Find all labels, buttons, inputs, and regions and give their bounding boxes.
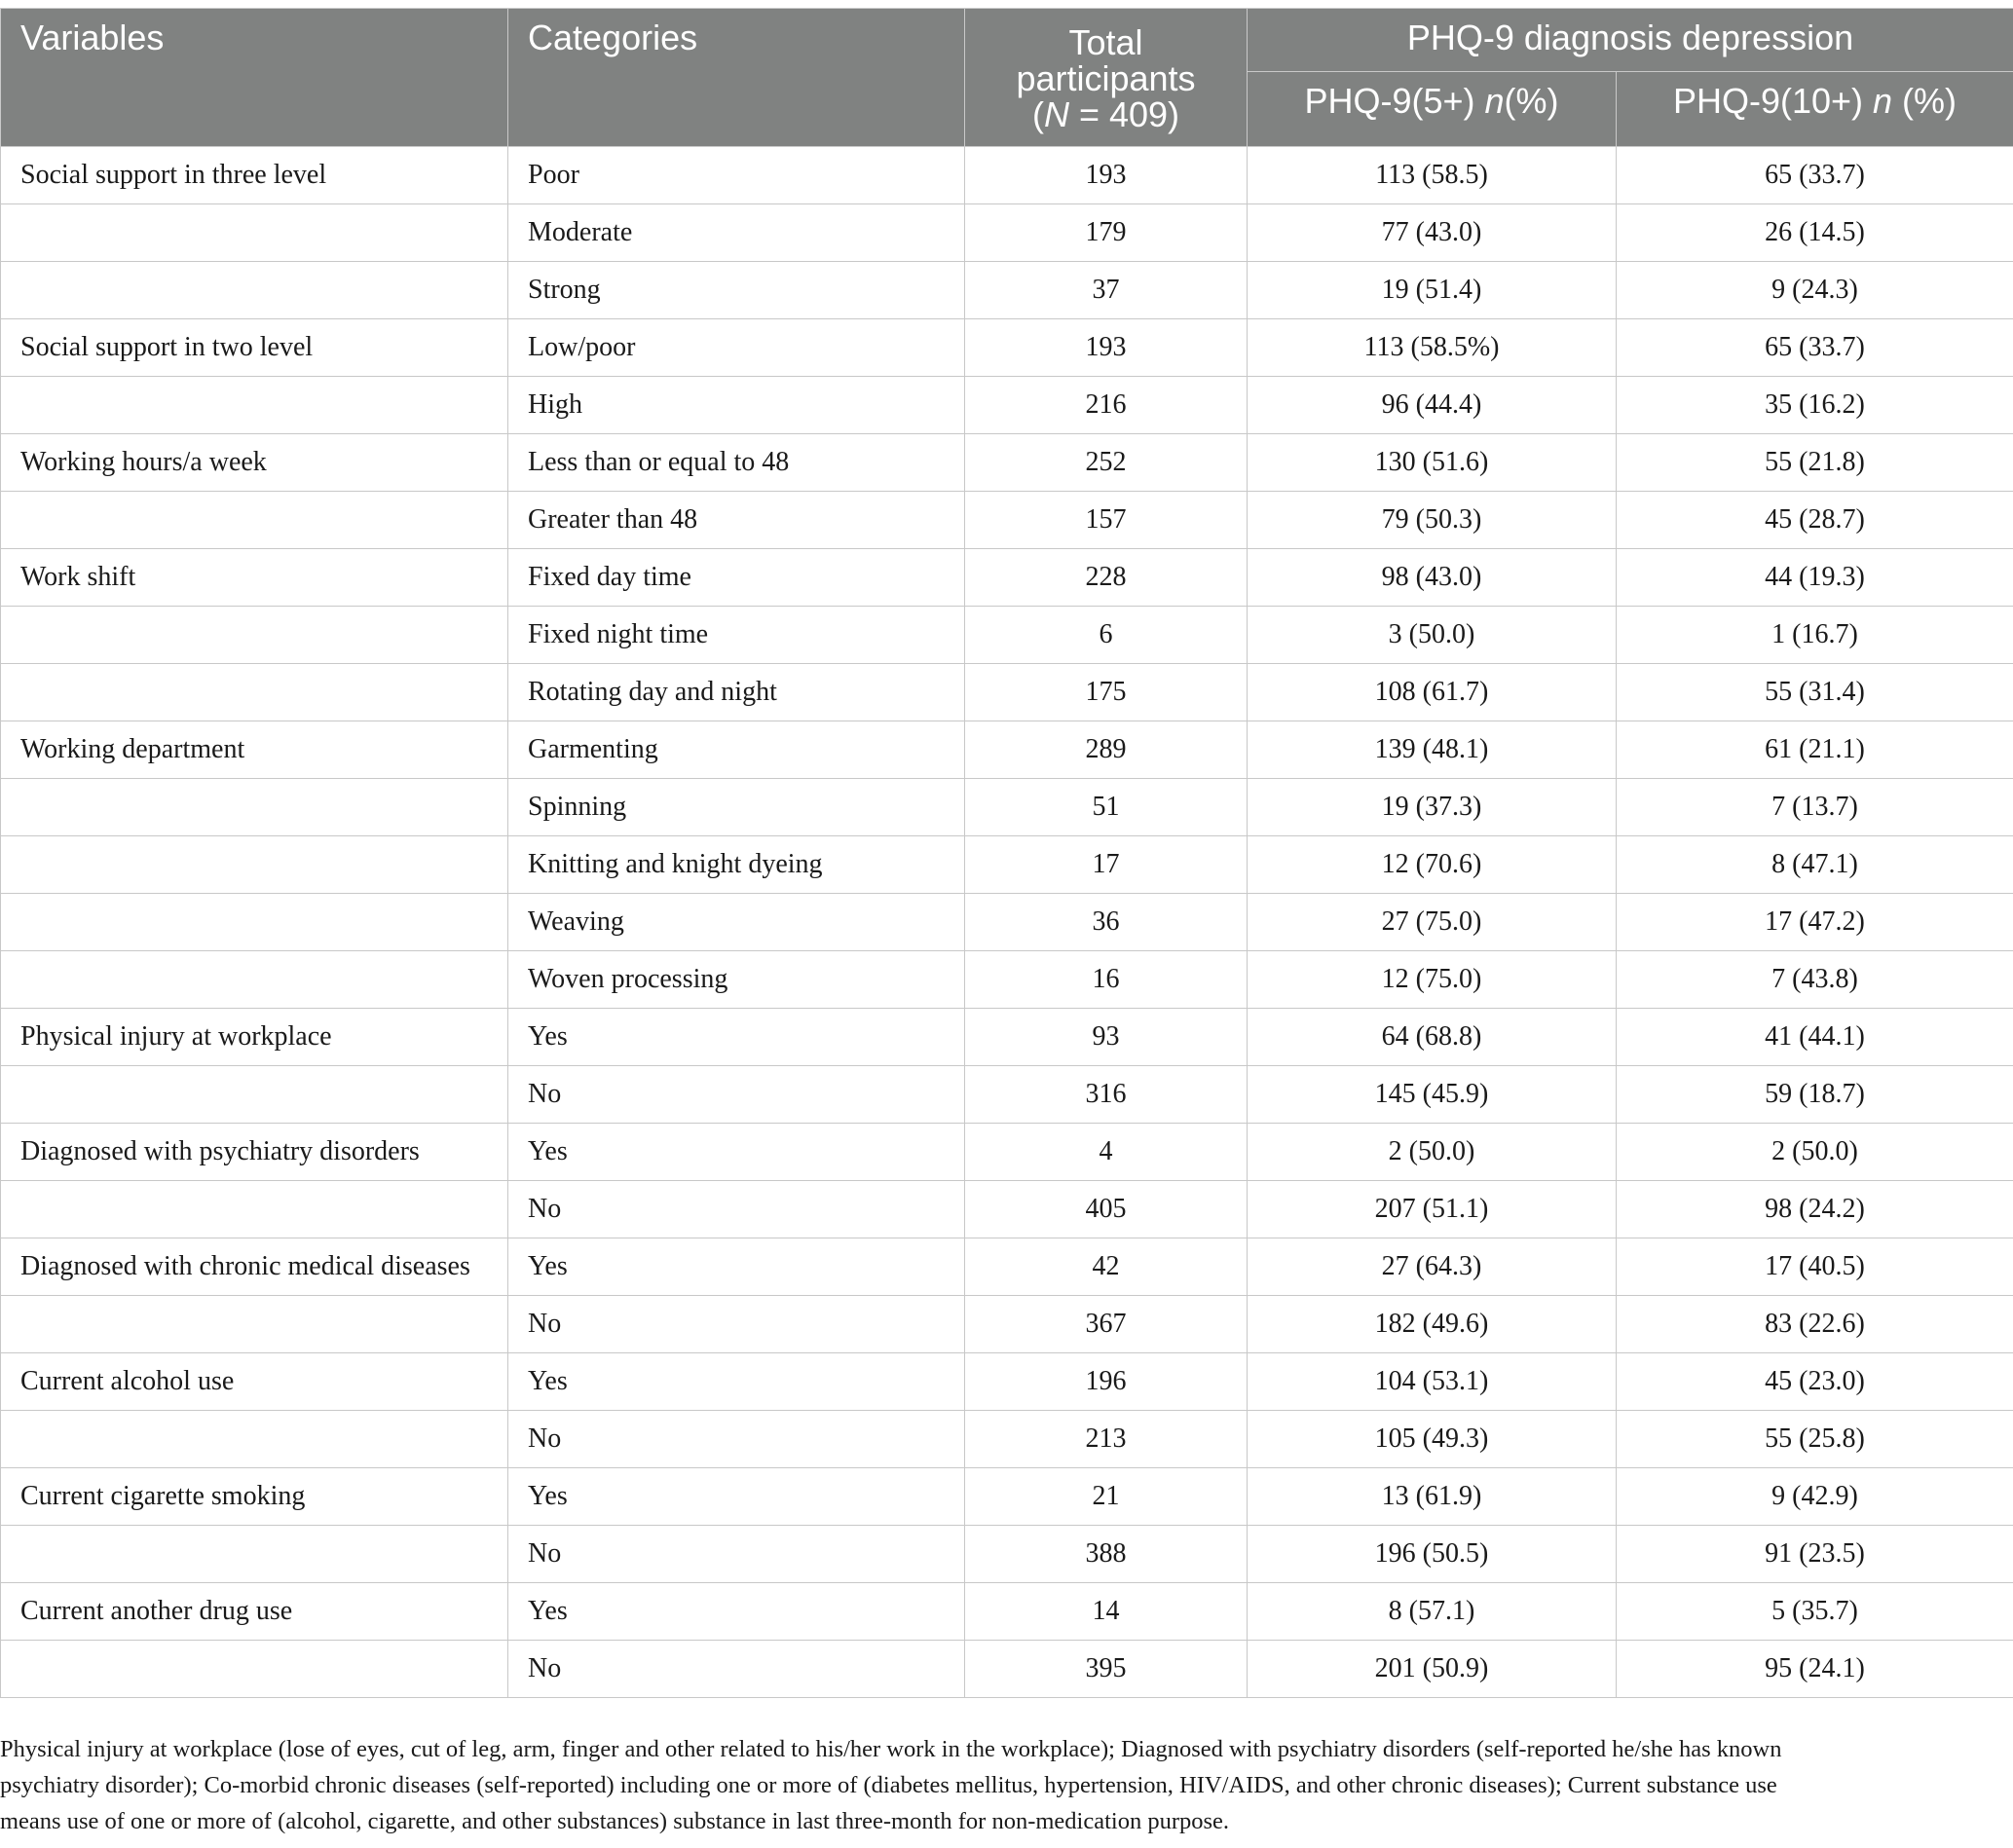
cell-total: 395: [965, 1641, 1248, 1698]
cell-category: Strong: [508, 262, 965, 319]
footnote-line-2: psychiatry disorder); Co-morbid chronic diseases (self-reported) including one or more of (diabetes mellitus, hypertension, HIV/AIDS, and other chronic diseases); Current substance use: [0, 1772, 1777, 1798]
cell-variable: Social support in three level: [1, 147, 508, 204]
cell-category: Fixed night time: [508, 607, 965, 664]
cell-total: 42: [965, 1238, 1248, 1296]
header-phq10-n-symbol: n: [1873, 81, 1893, 121]
cell-variable: [1, 894, 508, 951]
cell-category: Fixed day time: [508, 549, 965, 607]
cell-phq9-5plus: 8 (57.1): [1248, 1583, 1617, 1641]
cell-phq9-5plus: 13 (61.9): [1248, 1468, 1617, 1526]
cell-total: 37: [965, 262, 1248, 319]
cell-category: Knitting and knight dyeing: [508, 836, 965, 894]
cell-phq9-5plus: 201 (50.9): [1248, 1641, 1617, 1698]
cell-category: Poor: [508, 147, 965, 204]
cell-category: No: [508, 1526, 965, 1583]
cell-category: No: [508, 1411, 965, 1468]
header-phq5-prefix: PHQ-9(5+): [1304, 81, 1485, 121]
cell-phq9-10plus: 45 (23.0): [1617, 1353, 2013, 1411]
header-phq5-n-symbol: n: [1484, 81, 1505, 121]
table-row: [1, 1066, 2013, 1124]
table-row: [1, 262, 2013, 319]
cell-phq9-10plus: 7 (43.8): [1617, 951, 2013, 1009]
cell-phq9-10plus: 65 (33.7): [1617, 319, 2013, 377]
cell-phq9-5plus: 2 (50.0): [1248, 1124, 1617, 1181]
cell-category: Yes: [508, 1009, 965, 1066]
cell-phq9-10plus: 41 (44.1): [1617, 1009, 2013, 1066]
cell-phq9-10plus: 61 (21.1): [1617, 721, 2013, 779]
table-row: [1, 607, 2013, 664]
cell-phq9-5plus: 3 (50.0): [1248, 607, 1617, 664]
cell-category: Garmenting: [508, 721, 965, 779]
cell-phq9-10plus: 9 (42.9): [1617, 1468, 2013, 1526]
cell-variable: [1, 664, 508, 721]
header-total-line2: participants: [1016, 58, 1196, 98]
table-row: [1, 1353, 2013, 1411]
cell-category: Spinning: [508, 779, 965, 836]
table-row: [1, 1411, 2013, 1468]
header-variables: Variables: [1, 9, 508, 147]
cell-phq9-5plus: 130 (51.6): [1248, 434, 1617, 492]
cell-variable: [1, 1641, 508, 1698]
cell-category: No: [508, 1296, 965, 1353]
cell-variable: Current alcohol use: [1, 1353, 508, 1411]
cell-category: No: [508, 1181, 965, 1238]
cell-phq9-10plus: 7 (13.7): [1617, 779, 2013, 836]
cell-category: Low/poor: [508, 319, 965, 377]
cell-phq9-10plus: 95 (24.1): [1617, 1641, 2013, 1698]
cell-total: 157: [965, 492, 1248, 549]
cell-variable: [1, 377, 508, 434]
cell-category: Woven processing: [508, 951, 965, 1009]
cell-phq9-10plus: 17 (47.2): [1617, 894, 2013, 951]
cell-phq9-5plus: 98 (43.0): [1248, 549, 1617, 607]
table-row: [1, 1583, 2013, 1641]
cell-phq9-5plus: 27 (75.0): [1248, 894, 1617, 951]
cell-phq9-5plus: 113 (58.5%): [1248, 319, 1617, 377]
cell-phq9-10plus: 26 (14.5): [1617, 204, 2013, 262]
header-total-participants: [965, 9, 1248, 147]
cell-total: 17: [965, 836, 1248, 894]
cell-total: 405: [965, 1181, 1248, 1238]
cell-phq9-10plus: 59 (18.7): [1617, 1066, 2013, 1124]
cell-variable: [1, 262, 508, 319]
cell-category: Yes: [508, 1353, 965, 1411]
cell-phq9-10plus: 55 (31.4): [1617, 664, 2013, 721]
cell-phq9-10plus: 55 (21.8): [1617, 434, 2013, 492]
table-row: [1, 836, 2013, 894]
cell-phq9-5plus: 77 (43.0): [1248, 204, 1617, 262]
cell-phq9-5plus: 139 (48.1): [1248, 721, 1617, 779]
cell-total: 4: [965, 1124, 1248, 1181]
cell-variable: Current another drug use: [1, 1583, 508, 1641]
cell-total: 228: [965, 549, 1248, 607]
cell-total: 289: [965, 721, 1248, 779]
header-categories: Categories: [508, 9, 965, 147]
cell-category: Yes: [508, 1238, 965, 1296]
cell-total: 367: [965, 1296, 1248, 1353]
cell-category: Yes: [508, 1468, 965, 1526]
cell-variable: [1, 1181, 508, 1238]
cell-variable: Physical injury at workplace: [1, 1009, 508, 1066]
table-row: [1, 779, 2013, 836]
table-row: [1, 319, 2013, 377]
cell-phq9-5plus: 105 (49.3): [1248, 1411, 1617, 1468]
cell-variable: [1, 1526, 508, 1583]
table-row: [1, 1296, 2013, 1353]
cell-category: Yes: [508, 1583, 965, 1641]
cell-phq9-5plus: 145 (45.9): [1248, 1066, 1617, 1124]
cell-phq9-10plus: 83 (22.6): [1617, 1296, 2013, 1353]
table-row: [1, 1468, 2013, 1526]
table-footnote: [0, 1731, 2006, 1839]
cell-variable: [1, 607, 508, 664]
table-row: [1, 147, 2013, 204]
footnote-line-3: means use of one or more of (alcohol, cigarette, and other substances) substance in last three-month for non-medication purpose.: [0, 1808, 1230, 1834]
cell-phq9-10plus: 9 (24.3): [1617, 262, 2013, 319]
cell-variable: Current cigarette smoking: [1, 1468, 508, 1526]
table-row: [1, 894, 2013, 951]
table-row: [1, 377, 2013, 434]
cell-phq9-10plus: 1 (16.7): [1617, 607, 2013, 664]
cell-total: 93: [965, 1009, 1248, 1066]
cell-category: Less than or equal to 48: [508, 434, 965, 492]
header-total-n-symbol: N: [1043, 94, 1069, 134]
cell-total: 14: [965, 1583, 1248, 1641]
cell-category: Moderate: [508, 204, 965, 262]
table-row: [1, 664, 2013, 721]
cell-variable: Social support in two level: [1, 319, 508, 377]
cell-category: Yes: [508, 1124, 965, 1181]
cell-phq9-5plus: 27 (64.3): [1248, 1238, 1617, 1296]
cell-phq9-5plus: 113 (58.5): [1248, 147, 1617, 204]
cell-phq9-10plus: 17 (40.5): [1617, 1238, 2013, 1296]
table-row: [1, 204, 2013, 262]
cell-phq9-10plus: 44 (19.3): [1617, 549, 2013, 607]
cell-phq9-10plus: 35 (16.2): [1617, 377, 2013, 434]
header-total-line1: Total: [1068, 22, 1143, 62]
cell-variable: Working department: [1, 721, 508, 779]
header-phq10-suffix: (%): [1892, 81, 1957, 121]
cell-total: 51: [965, 779, 1248, 836]
cell-phq9-5plus: 108 (61.7): [1248, 664, 1617, 721]
cell-phq9-5plus: 207 (51.1): [1248, 1181, 1617, 1238]
cell-variable: [1, 779, 508, 836]
table-row: [1, 1124, 2013, 1181]
footnote-line-1: Physical injury at workplace (lose of eyes, cut of leg, arm, finger and other related to his/her work in the workplace); Diagnosed with psychiatry disorders (self-reported he/she has known: [0, 1736, 1782, 1762]
cell-category: Greater than 48: [508, 492, 965, 549]
table-row: [1, 1238, 2013, 1296]
cell-variable: [1, 492, 508, 549]
cell-phq9-5plus: 182 (49.6): [1248, 1296, 1617, 1353]
header-phq9-10plus: [1617, 72, 2013, 147]
cell-phq9-5plus: 64 (68.8): [1248, 1009, 1617, 1066]
table-row: [1, 549, 2013, 607]
cell-category: No: [508, 1641, 965, 1698]
cell-phq9-5plus: 104 (53.1): [1248, 1353, 1617, 1411]
cell-phq9-5plus: 79 (50.3): [1248, 492, 1617, 549]
header-total-line3-prefix: (: [1031, 94, 1044, 134]
header-phq9-group: PHQ-9 diagnosis depression: [1248, 9, 2013, 72]
cell-total: 388: [965, 1526, 1248, 1583]
table-row: [1, 1641, 2013, 1698]
cell-total: 36: [965, 894, 1248, 951]
cell-phq9-5plus: 12 (70.6): [1248, 836, 1617, 894]
cell-variable: [1, 1411, 508, 1468]
cell-phq9-10plus: 91 (23.5): [1617, 1526, 2013, 1583]
cell-phq9-10plus: 98 (24.2): [1617, 1181, 2013, 1238]
cell-total: 16: [965, 951, 1248, 1009]
cell-phq9-10plus: 8 (47.1): [1617, 836, 2013, 894]
data-table: [0, 8, 2013, 1698]
cell-variable: Diagnosed with chronic medical diseases: [1, 1238, 508, 1296]
table-row: [1, 1009, 2013, 1066]
cell-variable: [1, 836, 508, 894]
cell-phq9-5plus: 19 (37.3): [1248, 779, 1617, 836]
cell-total: 316: [965, 1066, 1248, 1124]
cell-category: Weaving: [508, 894, 965, 951]
cell-phq9-10plus: 5 (35.7): [1617, 1583, 2013, 1641]
cell-category: High: [508, 377, 965, 434]
table-row: [1, 1181, 2013, 1238]
cell-total: 21: [965, 1468, 1248, 1526]
cell-total: 252: [965, 434, 1248, 492]
cell-phq9-10plus: 45 (28.7): [1617, 492, 2013, 549]
table-row: [1, 434, 2013, 492]
cell-variable: Diagnosed with psychiatry disorders: [1, 1124, 508, 1181]
cell-variable: Work shift: [1, 549, 508, 607]
cell-phq9-10plus: 2 (50.0): [1617, 1124, 2013, 1181]
table-row: [1, 492, 2013, 549]
cell-phq9-10plus: 65 (33.7): [1617, 147, 2013, 204]
cell-total: 175: [965, 664, 1248, 721]
cell-total: 193: [965, 319, 1248, 377]
cell-category: No: [508, 1066, 965, 1124]
cell-variable: [1, 951, 508, 1009]
header-total-line3-suffix: = 409): [1068, 94, 1180, 134]
table-body: [1, 147, 2013, 1698]
cell-variable: Working hours/a week: [1, 434, 508, 492]
cell-total: 216: [965, 377, 1248, 434]
cell-variable: [1, 1066, 508, 1124]
cell-category: Rotating day and night: [508, 664, 965, 721]
cell-total: 179: [965, 204, 1248, 262]
table-row: [1, 1526, 2013, 1583]
cell-phq9-5plus: 96 (44.4): [1248, 377, 1617, 434]
cell-total: 193: [965, 147, 1248, 204]
cell-total: 196: [965, 1353, 1248, 1411]
table-row: [1, 951, 2013, 1009]
cell-variable: [1, 204, 508, 262]
header-phq10-prefix: PHQ-9(10+): [1672, 81, 1874, 121]
cell-total: 213: [965, 1411, 1248, 1468]
header-phq5-suffix: (%): [1504, 81, 1559, 121]
header-phq9-5plus: [1248, 72, 1617, 147]
table-row: [1, 721, 2013, 779]
cell-phq9-5plus: 19 (51.4): [1248, 262, 1617, 319]
cell-variable: [1, 1296, 508, 1353]
cell-phq9-5plus: 12 (75.0): [1248, 951, 1617, 1009]
cell-phq9-10plus: 55 (25.8): [1617, 1411, 2013, 1468]
table-header: [1, 9, 2013, 147]
cell-phq9-5plus: 196 (50.5): [1248, 1526, 1617, 1583]
cell-total: 6: [965, 607, 1248, 664]
